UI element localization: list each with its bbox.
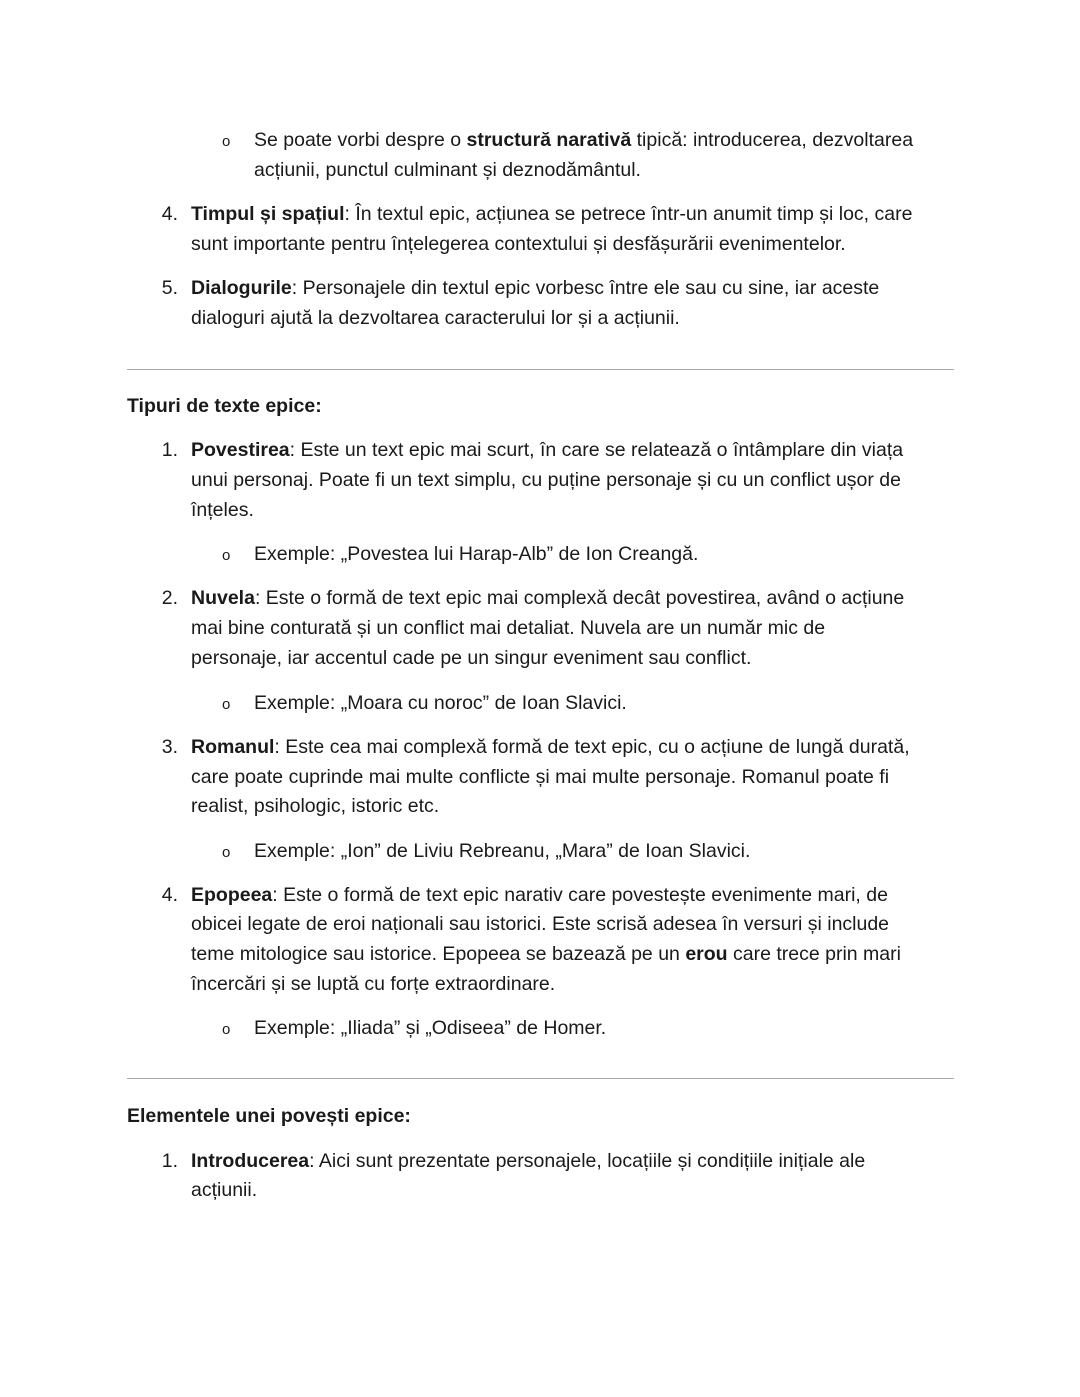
list-item-text: Introducerea: Aici sunt prezentate personajele, locațiile și condițiile inițiale ale bbox=[191, 1150, 866, 1172]
sub-bullet-marker: o bbox=[222, 547, 231, 564]
sub-bullet-text: Se poate vorbi despre o structură narativă tipică: introducerea, dezvoltarea bbox=[254, 129, 914, 151]
sub-bullet-marker: o bbox=[222, 844, 231, 861]
sub-bullet-marker: o bbox=[222, 1021, 231, 1038]
list-item-text-cont: încercări și se luptă cu forțe extraordinare. bbox=[191, 973, 556, 995]
list-item-text-cont: acțiunii. bbox=[191, 1179, 258, 1201]
list-item-text: Nuvela: Este o formă de text epic mai complexă decât povestirea, având o acțiune bbox=[191, 587, 905, 609]
section-heading-elements: Elementele unei povești epice: bbox=[127, 1105, 411, 1127]
horizontal-divider bbox=[127, 369, 954, 370]
sub-bullet-marker: o bbox=[222, 696, 231, 713]
example-text: Exemple: „Povestea lui Harap-Alb” de Ion Creangă. bbox=[254, 543, 699, 565]
list-item-text-cont: mai bine conturată și un conflict mai detaliat. Nuvela are un număr mic de bbox=[191, 617, 826, 639]
list-item-text: Romanul: Este cea mai complexă formă de text epic, cu o acțiune de lungă durată, bbox=[191, 736, 910, 758]
sub-bullet-text-cont: acțiunii, punctul culminant și deznodământul. bbox=[254, 159, 641, 181]
list-number: 4. bbox=[161, 884, 178, 906]
section-heading-types: Tipuri de texte epice: bbox=[127, 395, 322, 417]
list-item-text-cont: sunt importante pentru înțelegerea contextului și desfășurării evenimentelor. bbox=[191, 233, 846, 255]
list-item-text-cont: teme mitologice sau istorice. Epopeea se bazează pe un erou care trece prin mari bbox=[191, 943, 901, 965]
list-item-text: Povestirea: Este un text epic mai scurt, în care se relatează o întâmplare din viața bbox=[191, 439, 904, 461]
list-number: 1. bbox=[161, 1150, 178, 1172]
list-number: 3. bbox=[161, 736, 178, 758]
list-item-text-cont: dialoguri ajută la dezvoltarea caracterului lor și a acțiunii. bbox=[191, 307, 680, 329]
example-text: Exemple: „Moara cu noroc” de Ioan Slavici. bbox=[254, 692, 627, 714]
list-number: 5. bbox=[161, 277, 178, 299]
list-number: 2. bbox=[161, 587, 178, 609]
example-text: Exemple: „Iliada” și „Odiseea” de Homer. bbox=[254, 1017, 607, 1039]
list-item-text: Dialogurile: Personajele din textul epic vorbesc între ele sau cu sine, iar aceste bbox=[191, 277, 880, 299]
list-number: 4. bbox=[161, 203, 178, 225]
list-item-text: Epopeea: Este o formă de text epic narativ care povestește evenimente mari, de bbox=[191, 884, 888, 906]
example-text: Exemple: „Ion” de Liviu Rebreanu, „Mara” de Ioan Slavici. bbox=[254, 840, 751, 862]
list-item-text-cont: înțeles. bbox=[191, 499, 254, 521]
list-number: 1. bbox=[161, 439, 178, 461]
sub-bullet-marker: o bbox=[222, 133, 231, 150]
horizontal-divider bbox=[127, 1078, 954, 1079]
list-item-text: Timpul și spațiul: În textul epic, acțiunea se petrece într-un anumit timp și loc, care bbox=[191, 203, 913, 225]
list-item-text-cont: personaje, iar accentul cade pe un singur eveniment sau conflict. bbox=[191, 647, 752, 669]
list-item-text-cont: realist, psihologic, istoric etc. bbox=[191, 795, 440, 817]
list-item-text-cont: obicei legate de eroi naționali sau istorici. Este scrisă adesea în versuri și include bbox=[191, 913, 890, 935]
list-item-text-cont: care poate cuprinde mai multe conflicte și mai multe personaje. Romanul poate fi bbox=[191, 766, 890, 788]
list-item-text-cont: unui personaj. Poate fi un text simplu, cu puține personaje și cu un conflict ușor de bbox=[191, 469, 901, 491]
